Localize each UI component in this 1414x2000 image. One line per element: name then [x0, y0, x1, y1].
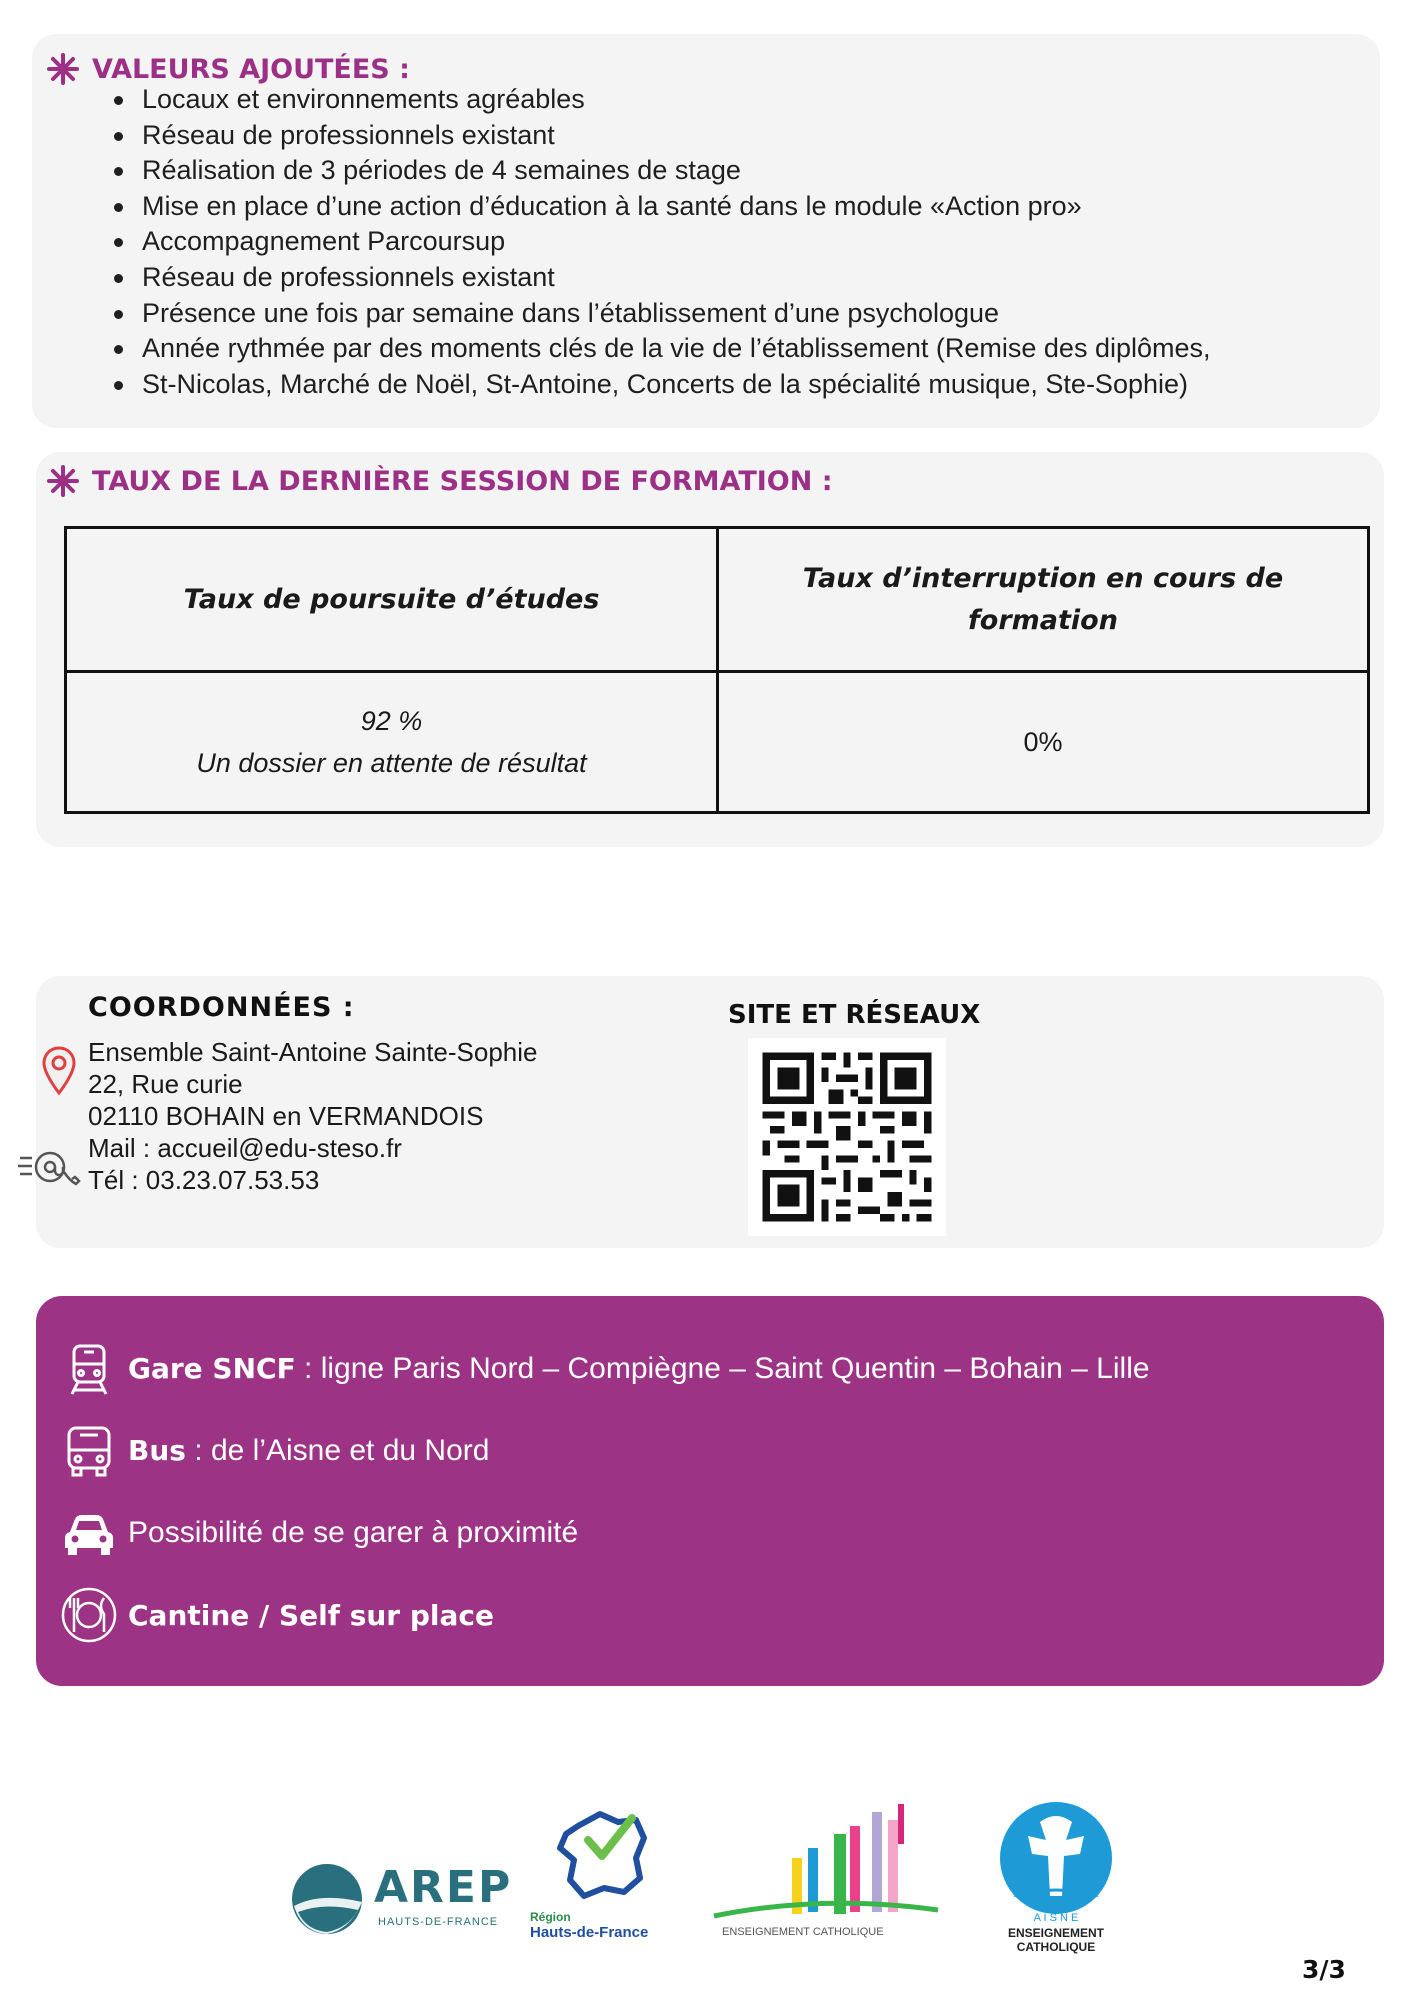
- bus-text: : de l’Aisne et du Nord: [185, 1434, 490, 1467]
- parking-row: [60, 1504, 578, 1562]
- aisne-label-2: CATHOLIQUE: [1016, 1940, 1096, 1954]
- rates-title-text: TAUX DE LA DERNIÈRE SESSION DE FORMATION :: [92, 465, 833, 497]
- list-item: St-Nicolas, Marché de Noël, St-Antoine, Concerts de la spécialité musique, Ste-Sophie): [142, 367, 1211, 403]
- continuation-value: 92 %: [360, 706, 423, 736]
- france-map-icon: [548, 1808, 658, 1908]
- contact-mail[interactable]: Mail : accueil@edu-steso.fr: [88, 1133, 402, 1163]
- list-item: Réseau de professionnels existant: [142, 118, 1211, 154]
- ec-label: ENSEIGNEMENT CATHOLIQUE: [722, 1926, 884, 1938]
- region-hdf-logo: [530, 1808, 680, 1948]
- rates-table: [64, 526, 1370, 814]
- contact-street: 22, Rue curie: [88, 1069, 243, 1099]
- contact-phone[interactable]: Tél : 03.23.07.53.53: [88, 1165, 320, 1195]
- aisne-label: A I S N E: [1033, 1912, 1079, 1924]
- values-card: [32, 34, 1380, 428]
- car-icon: [60, 1504, 118, 1562]
- qr-code-icon[interactable]: [748, 1038, 946, 1236]
- aisne-globe-icon: [988, 1800, 1124, 1920]
- rates-card: [36, 452, 1384, 847]
- region-label-name: Hauts-de-France: [530, 1924, 649, 1941]
- arep-sub: HAUTS-DE-FRANCE: [378, 1916, 499, 1928]
- train-text: : ligne Paris Nord – Compiègne – Saint Quentin – Bohain – Lille: [295, 1352, 1150, 1385]
- bus-label: Bus: [128, 1434, 186, 1467]
- email-phone-icon: [16, 1146, 82, 1192]
- table-header-interruption: Taux d’interruption en cours de formation: [719, 529, 1367, 673]
- values-title: [46, 52, 410, 86]
- arep-logo: [290, 1862, 522, 1936]
- map-pin-icon: [42, 1046, 76, 1096]
- values-title-text: VALEURS AJOUTÉES :: [92, 53, 410, 85]
- arep-name: AREP: [374, 1862, 513, 1913]
- table-header-continuation: Taux de poursuite d’études: [67, 529, 719, 673]
- canteen-label: Cantine / Self sur place: [128, 1598, 494, 1632]
- list-item: Réalisation de 3 périodes de 4 semaines de stage: [142, 153, 1211, 189]
- site-title: SITE ET RÉSEAUX: [728, 1000, 981, 1030]
- parking-text: Possibilité de se garer à proximité: [128, 1516, 579, 1549]
- plate-cutlery-icon: [60, 1586, 118, 1644]
- region-label-small: Région: [530, 1910, 571, 1924]
- list-item: Mise en place d’une action d’éducation à la santé dans le module «Action pro»: [142, 189, 1211, 225]
- rates-title: [46, 464, 833, 498]
- contact-title: COORDONNÉES :: [88, 992, 355, 1023]
- train-icon: [60, 1340, 118, 1398]
- canteen-row: [60, 1586, 494, 1644]
- values-list: [142, 82, 1211, 402]
- enseignement-catholique-logo: [712, 1798, 942, 1948]
- list-item: Réseau de professionnels existant: [142, 260, 1211, 296]
- aisne-label-1: ENSEIGNEMENT: [1007, 1926, 1104, 1940]
- access-panel: [36, 1296, 1384, 1686]
- list-item: Locaux et environnements agréables: [142, 82, 1211, 118]
- aisne-ec-logo: [988, 1800, 1124, 1980]
- arep-circle-icon: [290, 1862, 364, 1936]
- list-item: Présence une fois par semaine dans l’établissement d’une psychologue: [142, 296, 1211, 332]
- contact-name: Ensemble Saint-Antoine Sainte-Sophie: [88, 1037, 538, 1067]
- contact-lines: [88, 1036, 538, 1196]
- bus-icon: [60, 1422, 118, 1480]
- list-item: Accompagnement Parcoursup: [142, 224, 1211, 260]
- contact-card: [36, 976, 1384, 1248]
- asterisk-star-icon: [46, 464, 80, 498]
- asterisk-star-icon: [46, 52, 80, 86]
- contact-city: 02110 BOHAIN en VERMANDOIS: [88, 1101, 484, 1131]
- colored-bars-icon: [712, 1798, 942, 1928]
- table-cell-interruption: [719, 673, 1367, 811]
- interruption-value: 0%: [1023, 727, 1063, 757]
- list-item: Année rythmée par des moments clés de la vie de l’établissement (Remise des diplômes,: [142, 331, 1211, 367]
- train-row: [60, 1340, 1150, 1398]
- bus-row: [60, 1422, 489, 1480]
- page-number: 3/3: [1302, 1955, 1346, 1984]
- table-cell-continuation: [67, 673, 719, 811]
- train-label: Gare SNCF: [128, 1352, 296, 1385]
- continuation-note: Un dossier en attente de résultat: [196, 748, 587, 778]
